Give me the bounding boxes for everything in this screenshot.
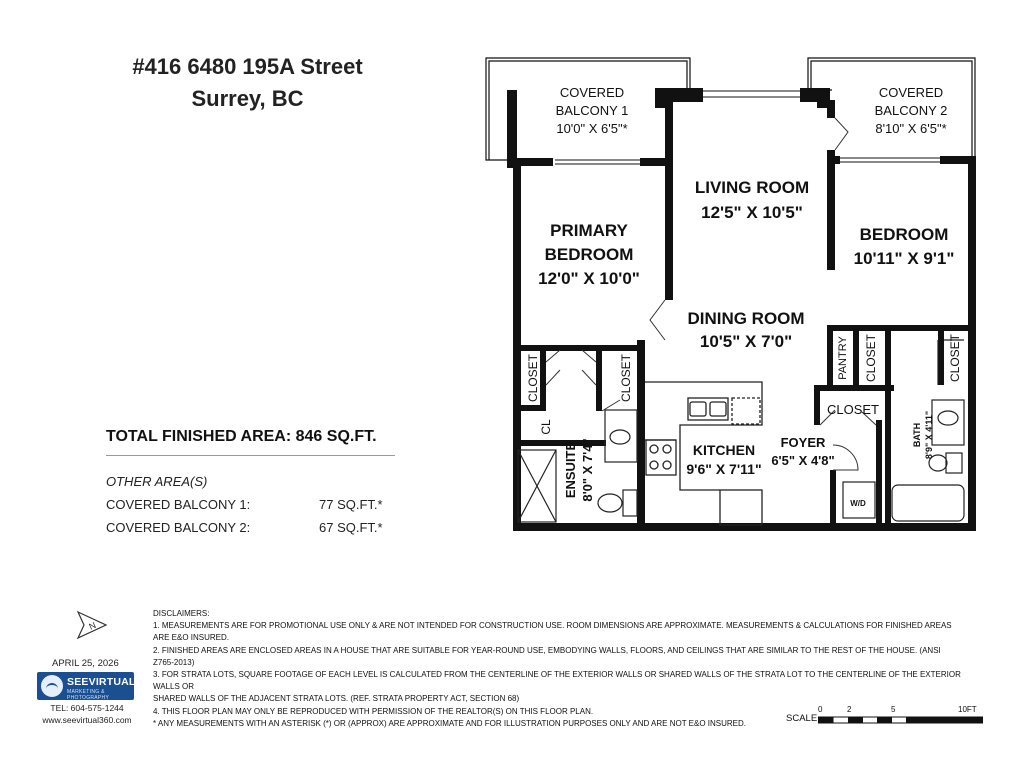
plan-date: APRIL 25, 2026	[52, 658, 119, 669]
bedroom-dims: 10'11" X 9'1"	[853, 249, 955, 268]
logo-subtitle: MARKETING & PHOTOGRAPHY	[67, 689, 110, 701]
scale-tick: 0	[818, 705, 823, 714]
closet-label: CLOSET	[948, 333, 962, 383]
disclaimers-heading: DISCLAIMERS:	[153, 609, 210, 618]
foyer-dims: 6'5" X 4'8"	[771, 453, 835, 468]
balcony1-label: COVERED	[559, 85, 625, 100]
scale-tick: 2	[847, 705, 852, 714]
scale-tick: 10FT	[958, 705, 977, 714]
disclaimer-line: 3. FOR STRATA LOTS, SQUARE FOOTAGE OF EACH LEVEL IS CALCULATED FROM THE CENTERLINE OF THE EXTERIOR WALLS OR SHARED WALLS OF THE STRATA LOT TO THE CENTERLINE OF THE EXTERIOR	[153, 670, 961, 680]
property-address-line1: #416 6480 195A Street	[132, 54, 363, 79]
primary-bedroom-label: BEDROOM	[544, 245, 634, 264]
bath-fixtures	[843, 340, 964, 521]
other-areas-heading: OTHER AREA(S)	[106, 474, 208, 489]
door-swings	[546, 118, 876, 470]
balcony1-dims: 10'0" X 6'5"*	[556, 121, 628, 136]
disclaimer-line: 2. FINISHED AREAS ARE ENCLOSED AREAS IN A HOUSE THAT ARE SUITABLE FOR YEAR-ROUND USE, EMBODYING WALLS, FLOORS, AND CEILINGS THAT ARE SIMILAR TO THE REST OF THE HOUSE. (ANSI	[153, 645, 941, 655]
foyer-label: FOYER	[780, 435, 826, 450]
closet-label: CLOSET	[864, 333, 878, 383]
bath-label: BATH	[912, 422, 922, 448]
disclaimer-line: 4. THIS FLOOR PLAN MAY ONLY BE REPRODUCED WITH PERMISSION OF THE REALTOR(S) ON THIS FLOOR PLAN.	[153, 706, 594, 716]
cl-label: CL	[539, 419, 553, 435]
logo-globe-icon	[41, 675, 63, 697]
disclaimer-line: ARE E&O INSURED.	[153, 633, 230, 643]
dining-room-dims: 10'5" X 7'0"	[699, 332, 793, 351]
other-area-label: COVERED BALCONY 2:	[106, 520, 251, 535]
total-finished-area: TOTAL FINISHED AREA: 846 SQ.FT.	[106, 428, 377, 445]
disclaimer-line: WALLS OR	[153, 682, 195, 692]
compass-north-label: N	[87, 620, 98, 632]
other-area-value: 67 SQ.FT.*	[319, 520, 383, 535]
disclaimer-line: SHARED WALLS OF THE ADJACENT STRATA LOTS. (REF. STRATA PROPERTY ACT, SECTION 68)	[153, 694, 520, 704]
kitchen-dims: 9'6" X 7'11"	[686, 461, 762, 477]
kitchen-label: KITCHEN	[692, 442, 756, 458]
logo-brand: SEEVIRTUAL	[67, 676, 136, 688]
disclaimer-line: Z765-2013)	[153, 657, 195, 667]
ensuite-dims: 8'0" X 7'4"	[580, 438, 595, 502]
other-area-value: 77 SQ.FT.*	[319, 497, 383, 512]
closet-label: CLOSET	[526, 353, 540, 403]
balcony2-label: BALCONY 2	[874, 103, 948, 118]
pantry-label: PANTRY	[837, 336, 849, 380]
balcony2-dims: 8'10" X 6'5"*	[875, 121, 947, 136]
living-room-dims: 12'5" X 10'5"	[701, 203, 803, 222]
bedroom-label: BEDROOM	[859, 225, 949, 244]
primary-bedroom-dims: 12'0" X 10'0"	[538, 269, 640, 288]
contact-website: www.seevirtual360.com	[42, 715, 132, 725]
balcony2-label: COVERED	[878, 85, 944, 100]
property-address-line2: Surrey, BC	[191, 86, 304, 111]
scale-bar	[818, 716, 983, 726]
primary-bedroom-label: PRIMARY	[550, 221, 628, 240]
dining-room-label: DINING ROOM	[687, 309, 805, 328]
closet-label: CLOSET	[826, 402, 880, 417]
ensuite-label: ENSUITE	[563, 441, 578, 499]
disclaimer-line: * ANY MEASUREMENTS WITH AN ASTERISK (*) OR (APPROX) ARE APPROXIMATE AND FOR ILLUSTRATION PURPOSES ONLY AND ARE NOT E&O INSURED.	[153, 718, 747, 728]
bath-dims: 8'9" X 4'11"	[924, 410, 934, 460]
scale-label: SCALE	[786, 713, 818, 724]
washer-dryer-label: W/D	[850, 499, 866, 508]
disclaimer-line: 1. MEASUREMENTS ARE FOR PROMOTIONAL USE ONLY & ARE NOT INTENDED FOR CONSTRUCTION USE. ROOM DIMENSIONS ARE APPROXIMATE. MEASUREMENTS & CALCULATIONS FOR FINISHED AREAS	[153, 621, 952, 631]
living-room-label: LIVING ROOM	[694, 178, 810, 197]
scale-tick: 5	[891, 705, 896, 714]
contact-phone: TEL: 604-575-1244	[50, 703, 124, 713]
seevirtual-logo	[37, 672, 134, 700]
balcony1-label: BALCONY 1	[555, 103, 629, 118]
compass-icon	[72, 608, 112, 642]
other-area-label: COVERED BALCONY 1:	[106, 497, 251, 512]
disclaimers	[153, 608, 983, 730]
closet-label: CLOSET	[619, 353, 633, 403]
